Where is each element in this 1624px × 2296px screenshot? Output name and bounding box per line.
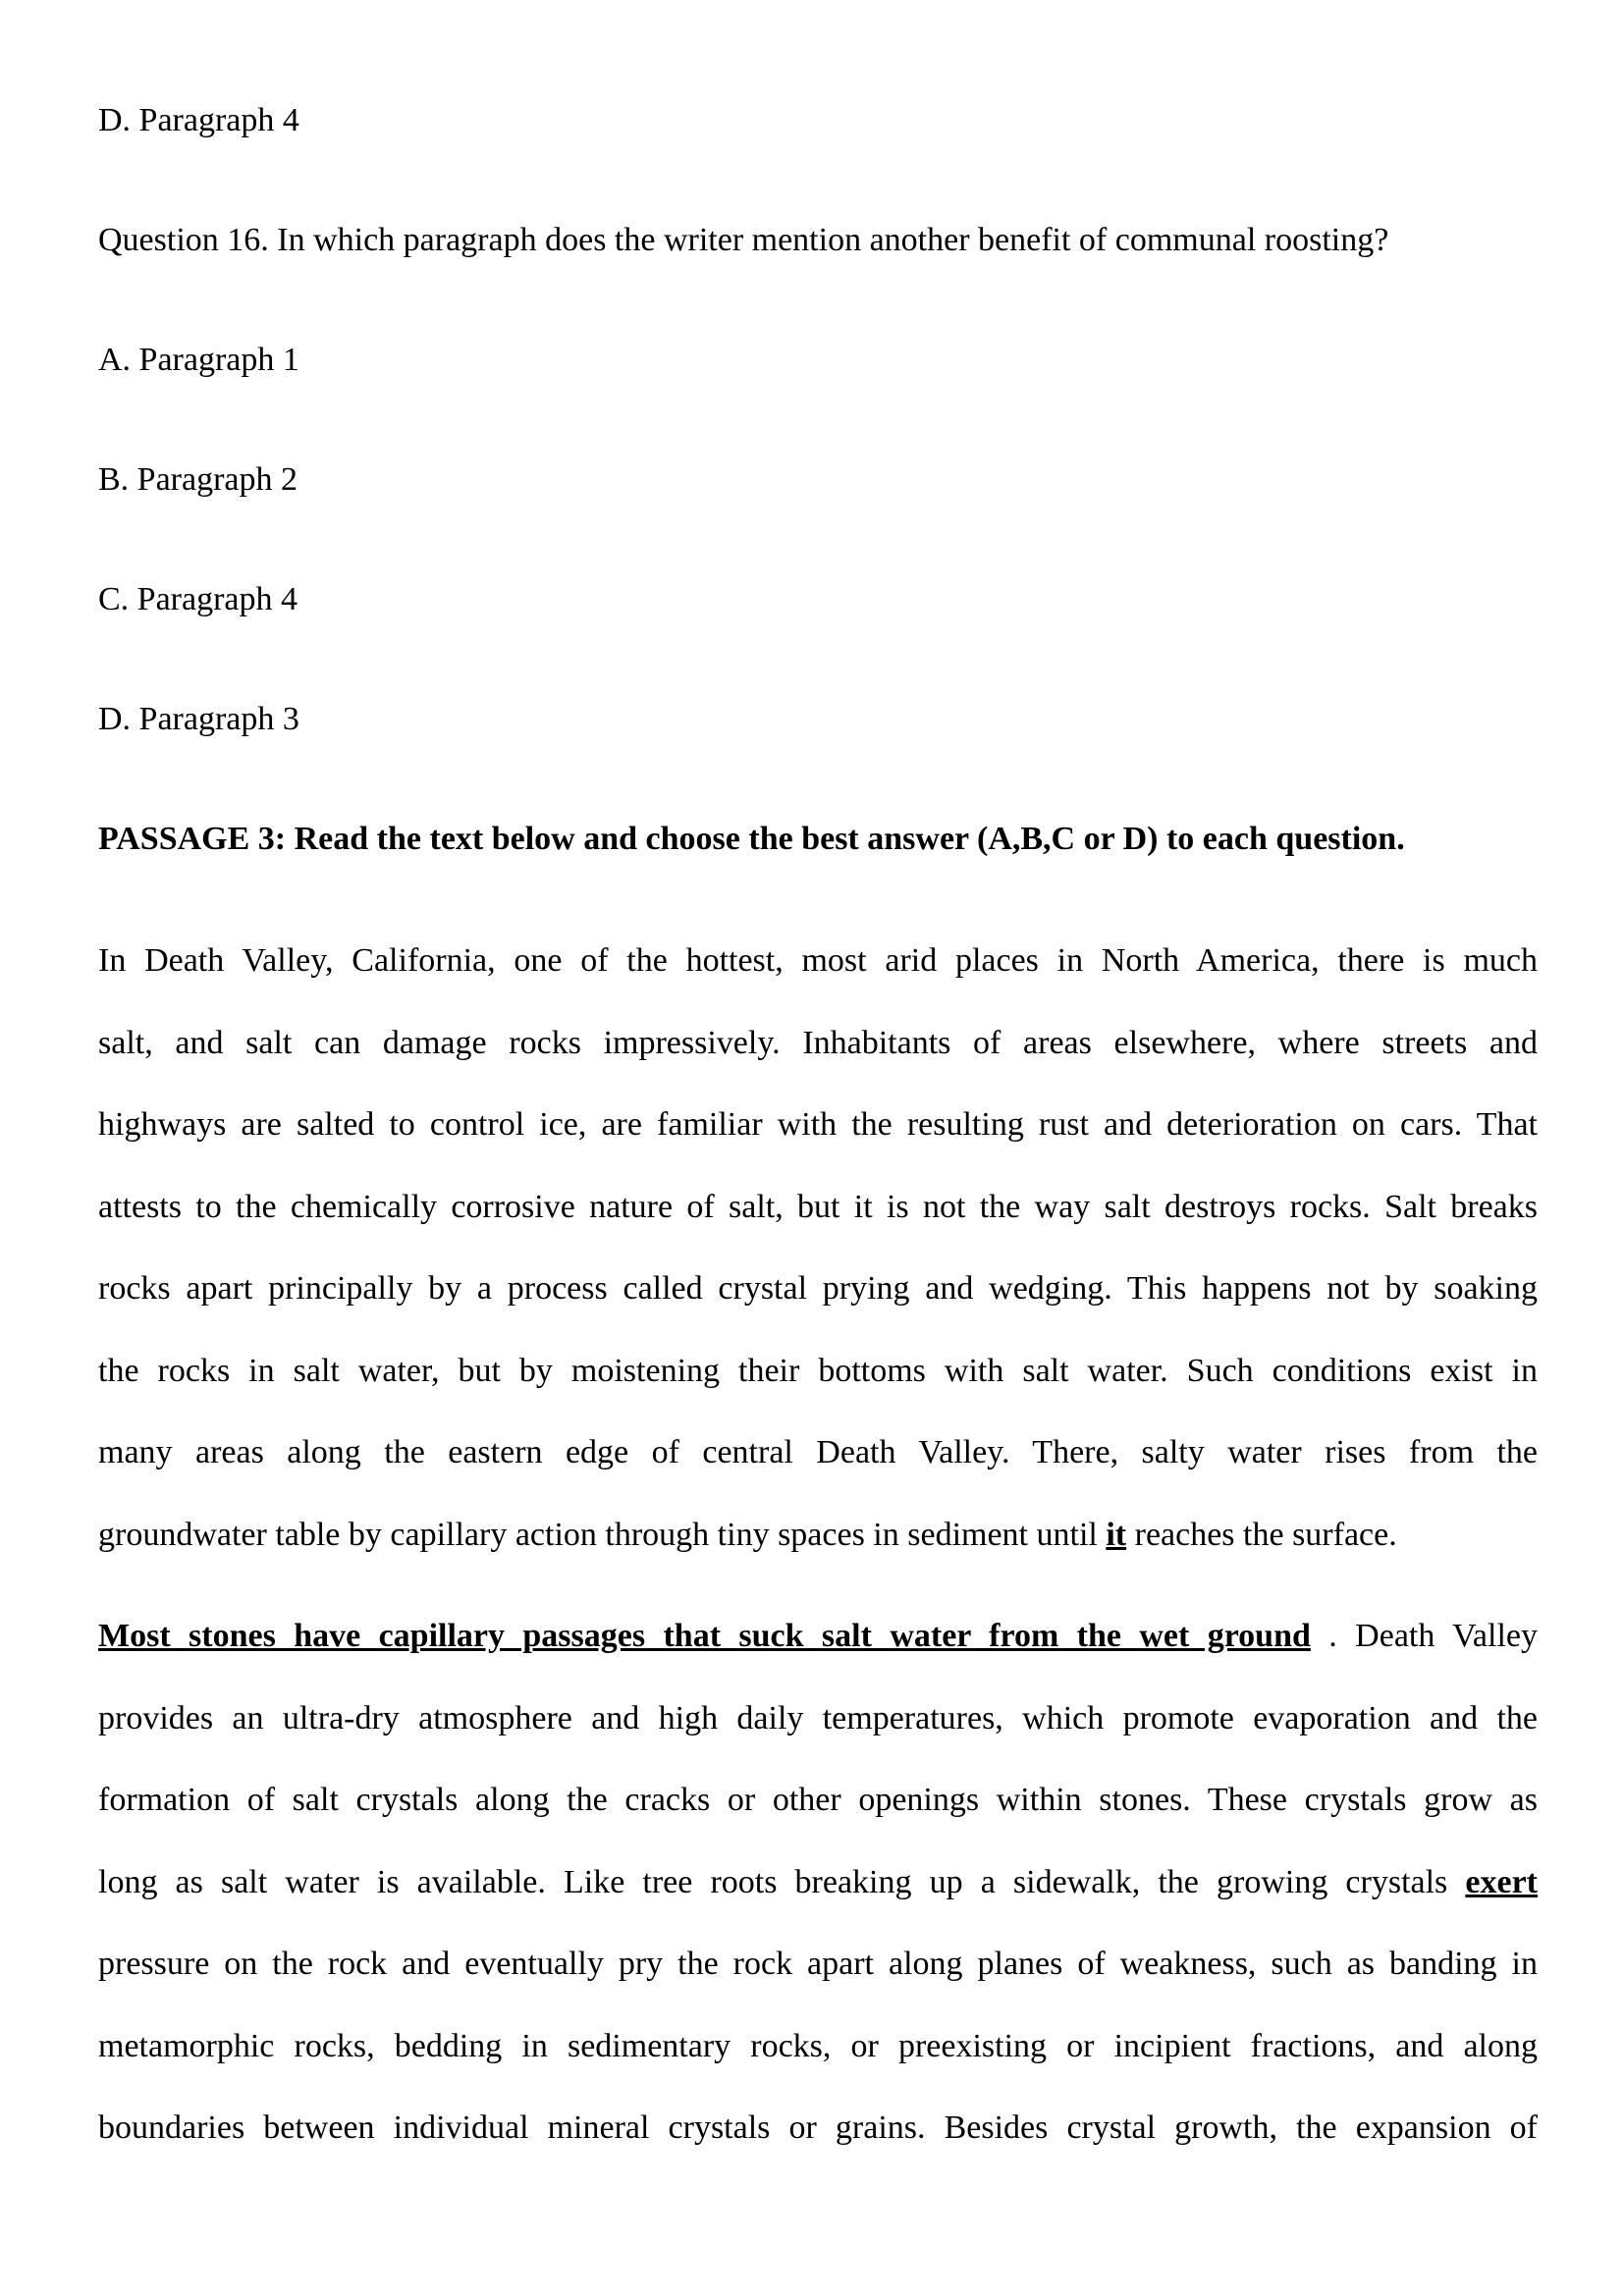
paragraph-2-line: formation of salt crystals along the cracks or other openings within stones. These crystals grow as xyxy=(98,1782,1538,1818)
paragraph-1-line: highways are salted to control ice, are familiar with the resulting rust and deterioration on cars. That xyxy=(98,1106,1538,1143)
underlined-sentence: Most stones have capillary passages that suck salt water from the wet ground xyxy=(98,1618,1311,1654)
passage-3-heading: PASSAGE 3: Read the text below and choose the best answer (A,B,C or D) to each question. xyxy=(98,821,1405,857)
paragraph-1-last-text-end: reaches the surface. xyxy=(1126,1516,1397,1553)
document-page xyxy=(98,0,1538,2296)
question-16-option-b: B. Paragraph 2 xyxy=(98,461,298,498)
paragraph-2-first-line-end: . Death Valley xyxy=(1310,1618,1538,1654)
paragraph-1-line: many areas along the eastern edge of central Death Valley. There, salty water rises from the xyxy=(98,1434,1538,1470)
paragraph-1-line: rocks apart principally by a process called crystal prying and wedging. This happens not by soaking xyxy=(98,1270,1538,1307)
question-16-option-c: C. Paragraph 4 xyxy=(98,581,298,617)
paragraph-1-line: In Death Valley, California, one of the hottest, most arid places in North America, there is much xyxy=(98,942,1538,979)
question-16-stem: Question 16. In which paragraph does the writer mention another benefit of communal roosting? xyxy=(98,222,1389,258)
paragraph-2-line: pressure on the rock and eventually pry the rock apart along planes of weakness, such as banding in xyxy=(98,1946,1538,1982)
paragraph-2-line: metamorphic rocks, bedding in sedimentary rocks, or preexisting or incipient fractions, and along xyxy=(98,2027,1538,2064)
paragraph-2-line: provides an ultra-dry atmosphere and high daily temperatures, which promote evaporation and the xyxy=(98,1699,1538,1736)
paragraph-1-line: attests to the chemically corrosive nature of salt, but it is not the way salt destroys rocks. Salt breaks xyxy=(98,1188,1538,1225)
passage-paragraph-1 xyxy=(98,920,1538,1575)
paragraph-2-first-line xyxy=(98,1595,1538,1678)
paragraph-1-last-line xyxy=(98,1494,1538,1576)
underlined-word-exert: exert xyxy=(1465,1863,1538,1900)
paragraph-1-last-text: groundwater table by capillary action through tiny spaces in sediment until xyxy=(98,1516,1107,1553)
prev-option-d: D. Paragraph 4 xyxy=(98,102,299,138)
underlined-word-it: it xyxy=(1106,1516,1127,1553)
paragraph-1-line: the rocks in salt water, but by moistening their bottoms with salt water. Such conditions exist in xyxy=(98,1352,1538,1389)
paragraph-2-line-text: long as salt water is available. Like tree roots breaking up a sidewalk, the growing crystals xyxy=(98,1863,1466,1900)
passage-paragraph-2 xyxy=(98,1595,1538,2169)
paragraph-2-line-exert xyxy=(98,1842,1538,1924)
question-16-option-a: A. Paragraph 1 xyxy=(98,342,299,378)
question-16-option-d: D. Paragraph 3 xyxy=(98,701,299,737)
paragraph-1-line: salt, and salt can damage rocks impressively. Inhabitants of areas elsewhere, where streets and xyxy=(98,1024,1538,1061)
paragraph-2-line: boundaries between individual mineral crystals or grains. Besides crystal growth, the expansion of xyxy=(98,2109,1538,2146)
